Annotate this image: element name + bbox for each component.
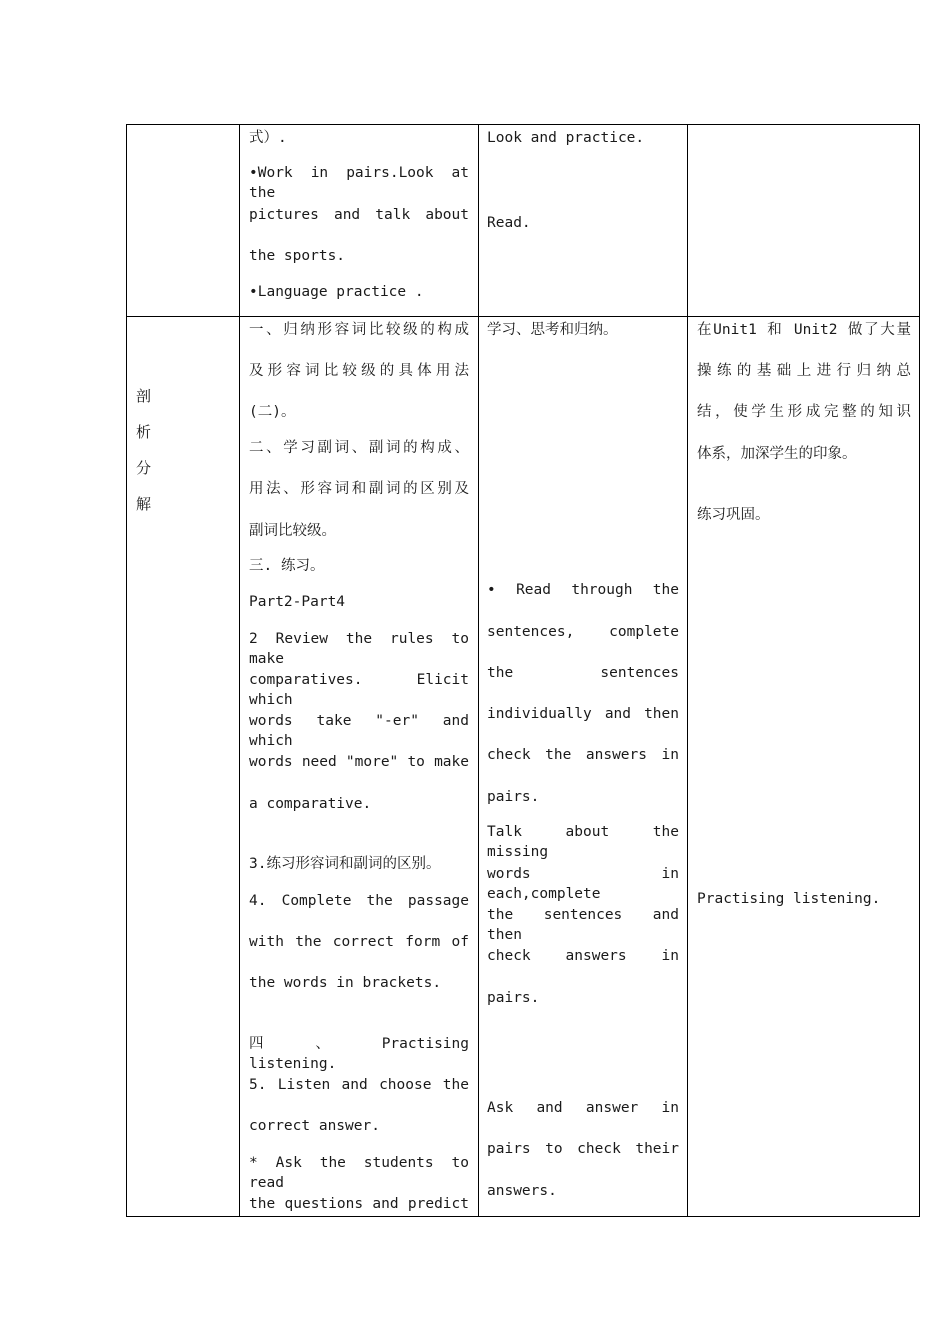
text-line: the sports.	[249, 248, 346, 264]
text-line: 结，使学生形成完整的知识	[697, 404, 911, 420]
text-line: with the correct form of	[249, 934, 469, 950]
text-line: 二、学习副词、副词的构成、	[249, 440, 469, 456]
label-char: 剖	[136, 387, 152, 405]
text-line: pairs.	[487, 990, 540, 1006]
column-divider-3	[687, 124, 688, 1217]
text-line: 4. Complete the passage	[249, 893, 469, 909]
text-line: * Ask the students to read	[249, 1155, 469, 1191]
text-line: Read.	[487, 215, 531, 231]
text-line: words take "-er" and which	[249, 713, 469, 749]
text-line: pairs.	[487, 789, 540, 805]
text-line: Part2-Part4	[249, 594, 346, 610]
text-line: check the answers in	[487, 747, 679, 763]
text-line: Practising listening.	[697, 891, 881, 907]
row-divider	[126, 316, 920, 317]
column-divider-2	[478, 124, 479, 1217]
table-border-top	[126, 124, 920, 125]
text-line: pictures and talk about	[249, 207, 469, 223]
table-border-bottom	[126, 1216, 920, 1217]
text-line: Talk about the missing	[487, 824, 679, 860]
label-char: 分	[136, 459, 152, 477]
column-divider-1	[239, 124, 240, 1217]
label-char: 解	[136, 495, 152, 513]
lesson-table	[126, 124, 920, 1217]
text-line: check answers in	[487, 948, 679, 964]
table-border-right	[919, 124, 920, 1217]
text-line: the questions and predict	[249, 1196, 469, 1212]
text-line: 学习、思考和归纳。	[487, 322, 618, 338]
text-line: the words in brackets.	[249, 975, 442, 991]
text-line: 2 Review the rules to make	[249, 631, 469, 667]
text-line: 操练的基础上进行归纳总	[697, 363, 911, 379]
text-line: 四 、 Practising listening.	[249, 1036, 469, 1072]
text-line: •Language practice .	[249, 284, 424, 300]
text-line: 式）.	[249, 130, 287, 146]
text-line: 3.练习形容词和副词的区别。	[249, 856, 441, 872]
text-line: Look and practice.	[487, 130, 645, 146]
text-line: 三. 练习。	[249, 558, 325, 574]
text-line: (二)。	[249, 404, 296, 420]
text-line: 5. Listen and choose the	[249, 1077, 469, 1093]
text-line: individually and then	[487, 706, 679, 722]
text-line: words in each,complete	[487, 866, 679, 902]
text-line: sentences, complete	[487, 624, 679, 640]
text-line: a comparative.	[249, 796, 372, 812]
table-border-left	[126, 124, 127, 1217]
text-line: 体系，加深学生的印象。	[697, 446, 857, 462]
text-line: 副词比较级。	[249, 523, 336, 539]
text-line: 一、归纳形容词比较级的构成	[249, 322, 469, 338]
text-line: words need "more" to make	[249, 754, 469, 770]
text-line: 练习巩固。	[697, 507, 770, 523]
text-line: •Work in pairs.Look at the	[249, 165, 469, 201]
text-line: 及形容词比较级的具体用法	[249, 363, 469, 379]
text-line: the sentences	[487, 665, 679, 681]
text-line: 用法、形容词和副词的区别及	[249, 481, 469, 497]
text-line: 在Unit1 和 Unit2 做了大量	[697, 322, 911, 338]
text-line: pairs to check their	[487, 1141, 679, 1157]
text-line: the sentences and then	[487, 907, 679, 943]
text-line: Ask and answer in	[487, 1100, 679, 1116]
text-line: • Read through the	[487, 582, 679, 598]
label-char: 析	[136, 423, 152, 441]
text-line: answers.	[487, 1183, 557, 1199]
text-line: comparatives. Elicit which	[249, 672, 469, 708]
text-line: correct answer.	[249, 1118, 380, 1134]
